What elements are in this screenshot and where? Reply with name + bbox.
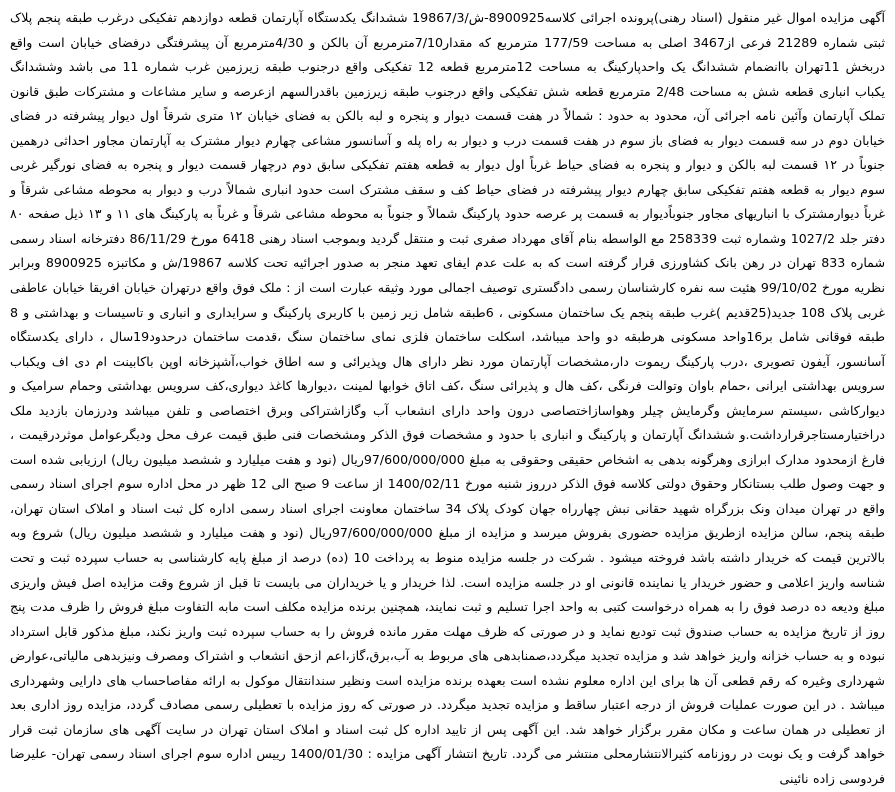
- notice-text: آگهی مزایده اموال غیر منقول (اسناد رهنی)پرونده اجرائی کلاسه8900925-ش/19867/3 ششدانگ یکدستگاه آپارتمان قطعه دوازدهم تفکیکی درغرب طبقه پنجم پلاک ثبتی شماره 21289 فرعی از3467 اصلی به مساحت 177/59 مترمربع که مقدار7/10مترمربع آن بالکن و 4/30مترمربع آن پیشرفتگی درفضای خیابان است واقع دربخش 11تهران باانضمام ششدانگ یک واحدپارکینگ به مساحت 12مترمربع قطعه 12 تفکیکی واقع درجنوب طبقه زیرزمین غرب شماره 11 می باشد وششدانگ یکباب انباری قطعه شش به مساحت 2/48 مترمربع قطعه شش تفکیکی واقع درجنوب طبقه زیرزمین باقدرالسهم ازعرصه و سایر مشاعات و مشترکات طبق قانون تملک آپارتمان وآئین نامه اجرائی آن، محدود به حدود : شمالاً در هفت قسمت دیوار و پنجره و لبه بالکن به فضای خیابان ۱۲ متری شرقاً اول دیوار پیشرفته در فضای خیابان دوم در سه قسمت دیوار به فضای باز سوم در هفت قسمت درب و دیوار به راه پله و آسانسور مشاعی چهارم دیوار مشترک به آپارتمان مجاور احداثی درهمین جنوباً در ۱۲ قسمت لبه بالکن و دیوار و پنجره به فضای حیاط غرباً اول دیوار به قطعه هفتم تفکیکی سابق دوم درچهار قسمت دیوار و پنجره به فضای نورگیر غربی سوم دیوار به قطعه هفتم تفکیکی سابق چهارم دیوار پیشرفته در فضای حیاط کف و سقف مشترک است حدود انباری شمالاً درب و دیوار به محوطه مشاعی شرقاً و غرباً دیوارمشترک با انباریهای مجاور جنوباًدیوار به قسمت پر عرصه حدود پارکینگ شمالاً و جنوباً به محوطه مشاعی شرقاً و غرباً به پارکینگ های ۱۱ و ۱۳ ذیل صفحه ۸۰ دفتر جلد 1027/2 وشماره ثبت 258339 مع الواسطه بنام آقای مهرداد صفری ثبت و منتقل گردید وبموجب اسناد رهنی 6418 مورخ 86/11/29 دفترخانه اسناد رسمی شماره 833 تهران در رهن بانک کشاورزی قرار گرفته است که به علت عدم ایفای تعهد منجر به صدور اجرائیه تحت کلاسه 19867/ش و مکاتبزه 8900925 وبرابر نظریه مورخ 99/10/02 هئیت سه نفره کارشناسان رسمی دادگستری توصیف اجمالی مورد وثیقه عبارت است از : ملک فوق واقع درتهران خیابان افریقا خیابان عاطفی غربی پلاک 108 جدید(25قدیم )غرب طبقه پنجم یک ساختمان مسکونی ، 6طبقه شامل زیر زمین با کاربری پارکینگ و سرایداری و انباری و تاسیسات و بهداشتی و 8 طبقه فوقانی شامل بر16واحد مسکونی هرطبقه دو واحد میباشد، اسکلت ساختمان فلزی نمای ساختمان سنگ ،قدمت ساختمان درحدود19سال ، دارای یکدستگاه آسانسور، آیفون تصویری ،درب پارکینگ ریموت دار،مشخصات آپارتمان مورد نظر دارای هال وپذیرائی و سه اطاق خواب،آشپزخانه اوپن باکابینت ام دی اف ویکباب سرویس بهداشتی ایرانی ،حمام باوان وتوالت فرنگی ،کف هال و پذیرائی سنگ ،کف اتاق خوابها لمینت ،دیوارها کاغذ دیواری،کف سرویس بهداشتی وحمام سرامیک و دیوارکاشی ،سیستم سرمایش وگرمایش چیلر وهواسازاختصاصی درون واحد دارای انشعاب آب وگازاشتراکی وبرق اختصاصی و تلفن میباشد ودرزمان بازدید ملک دراختیارمستاجرقرارداشت.و ششدانگ آپارتمان و پارکینگ و انباری با حدود و مشخصات فوق الذکر ومشخصات فنی طبق قیمت عرف محل ودیگرعوامل موثردرقیمت ، فارغ ازمحدود مدارک ابرازی وهرگونه بدهی به اشخاص حقیقی وحقوقی به مبلغ 97/600/000/000ریال (نود و هفت میلیارد و ششصد میلیون ریال) ارزیابی شده است و جهت وصول طلب بستانکار وحقوق دولتی کلاسه فوق الذکر درروز شنبه مورخ 1400/02/11 از ساعت 9 صبح الی 12 ظهر در محل اداره سوم اجرای اسناد رسمی واقع در تهران میدان ونک بزرگراه شهید حقانی نبش چهارراه جهان کودک پلاک 34 ساختمان معاونت اجرای اسناد رسمی اداره کل ثبت اسناد و املاک استان تهران، طبقه پنجم، سالن مزایده ازطریق مزایده حضوری بفروش میرسد و مزایده از مبلغ 97/600/000/000ریال (نود و هفت میلیارد و ششصد میلیون ریال) شروع وبه بالاترین قیمت که خریدار داشته باشد فروخته میشود . شرکت در جلسه مزایده منوط به پرداخت 10 (ده) درصد از مبلغ پایه کارشناسی به حساب سپرده ثبت و تحت شناسه واریز اعلامی و حضور خریدار یا نماینده قانونی او در جلسه مزایده است. لذا خریدار و یا خریداران می بایست تا قبل از شروع وقت مزایده اصل فیش واریزی مبلغ ودیعه ده درصد فوق را به همراه درخواست کتبی به واحد اجرا تسلیم و ثبت نمایند، همچنین برنده مزایده مکلف است مابه التفاوت مبلغ فروش را ظرف مدت پنج روز از تاریخ مزایده به حساب صندوق ثبت تودیع نماید و در صورتی که ظرف مهلت مقرر مانده فروش را به حساب سپرده ثبت واریز نکند، مبلغ مذکور قابل استرداد نبوده و به حساب خزانه واریز خواهد شد و مزایده تجدید میگردد،صمنابدهی های مربوط به آب،برق،گاز،اعم ازحق انشعاب و اشتراک ومصرف ونیزبدهی مالیاتی،عوارض شهرداری وغیره که رقم قطعی آن ها برای این اداره معلوم نشده است بعهده برنده مزایده است ونظیر سندانتقال موکول به ارائه مفاصاحساب های دارایی وشهرداری میباشد . در این صورت عملیات فروش از درجه اعتبار ساقط و مزایده تجدید میگردد. در صورتی که روز مزایده با تعطیلی رسمی مصادف گردد، مزایده روز اداری بعد از تعطیلی در همان ساعت و مکان مقرر برگزار خواهد شد. این آگهی پس از تایید اداره کل ثبت اسناد و املاک استان تهران در سایت آگهی های سازمان ثبت قرار خواهد گرفت و یک نوبت در روزنامه کثیرالانتشارمحلی منتشر می گردد. تاریخ انتشار آگهی مزایده : 1400/01/30 رییس اداره سوم اجرای اسناد رسمی تهران- علیرضا فردوسی زاده نائینی: [10, 10, 886, 786]
- auction-notice-body: [10, 6, 886, 786]
